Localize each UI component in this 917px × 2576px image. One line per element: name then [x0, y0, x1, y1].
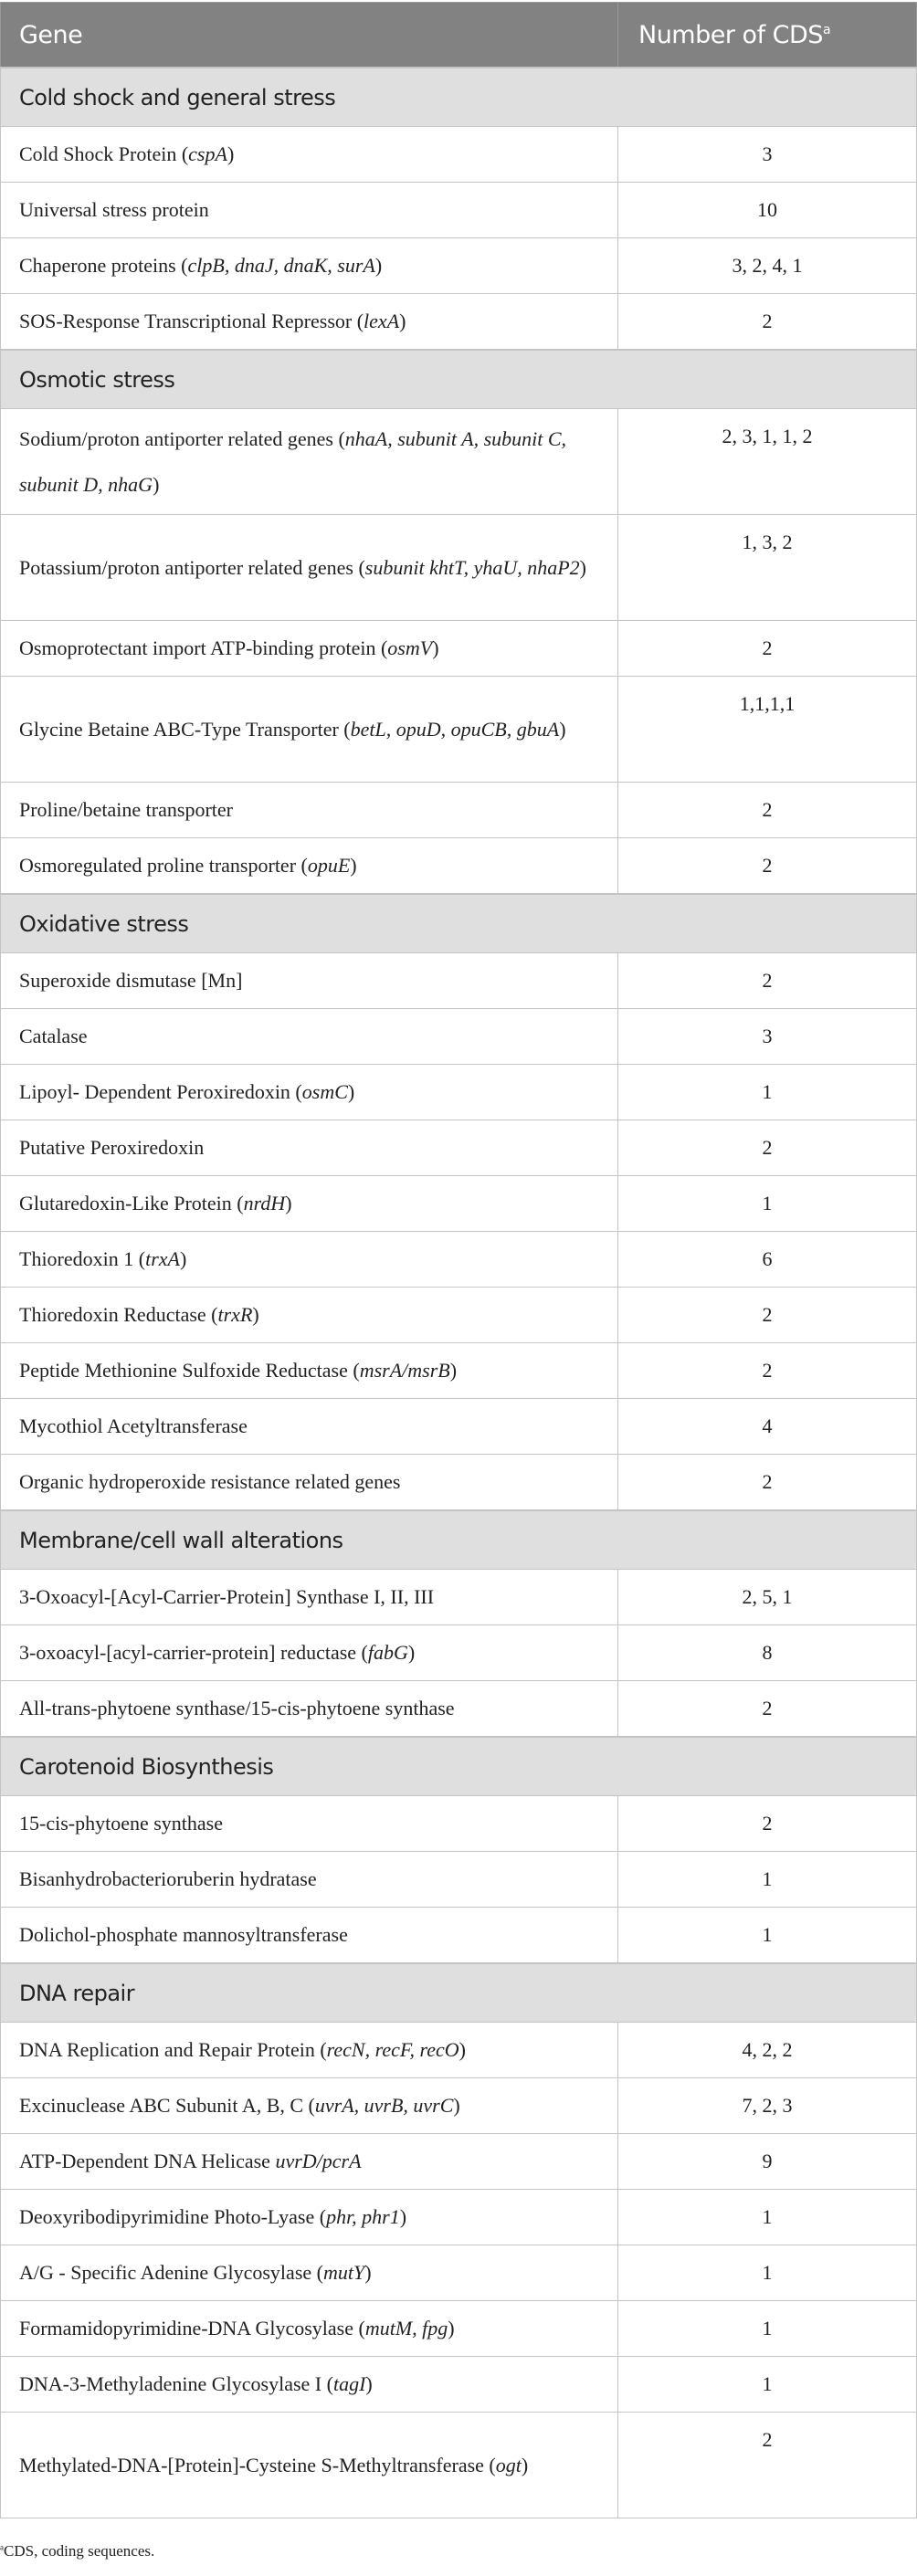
gene-cell: [1, 127, 618, 183]
cds-count-cell: 1: [618, 2357, 917, 2413]
gene-name-text: Deoxyribodipyrimidine Photo-Lyase (: [19, 2205, 327, 2228]
section-title: Oxidative stress: [1, 894, 917, 953]
gene-name-text: 3-oxoacyl-[acyl-carrier-protein] reductase (: [19, 1641, 368, 1664]
table-footnote: [0, 2542, 154, 2560]
gene-name-text: ): [252, 1303, 259, 1326]
gene-name-text: ): [399, 310, 406, 332]
gene-cell: [1, 2245, 618, 2301]
cds-count-cell: 1: [618, 1908, 917, 1964]
table-row: [1, 1852, 917, 1908]
gene-name-text: ): [407, 1641, 416, 1664]
table-row: [1, 2023, 917, 2078]
cds-count-cell: 6: [618, 1232, 917, 1288]
footnote-text: CDS, coding sequences.: [4, 2542, 155, 2560]
gene-name-text: Lipoyl- Dependent Peroxiredoxin (: [19, 1080, 302, 1103]
table-row: [1, 2190, 917, 2245]
gene-cell: [1, 1852, 618, 1908]
gene-cell: [1, 1232, 618, 1288]
gene-cell: [1, 621, 618, 677]
gene-name-text: Thioredoxin 1 (: [19, 1247, 146, 1270]
gene-cell: [1, 1288, 618, 1343]
table-row: [1, 1232, 917, 1288]
cds-count-cell: 1: [618, 2245, 917, 2301]
gene-symbol: osmC: [301, 1080, 348, 1103]
cds-count-cell: 2: [618, 1120, 917, 1176]
cds-count-cell: 4, 2, 2: [618, 2023, 917, 2078]
gene-symbol: mutY: [322, 2261, 365, 2284]
cds-count-cell: 1, 3, 2: [618, 515, 917, 621]
gene-cell: [1, 2023, 618, 2078]
cds-count-cell: 1: [618, 1176, 917, 1232]
gene-name-text: Cold Shock Protein (: [19, 142, 189, 165]
cds-count-cell: 1,1,1,1: [618, 677, 917, 783]
gene-cell: [1, 1796, 618, 1852]
section-title: Cold shock and general stress: [1, 68, 917, 127]
gene-name-text: ): [179, 1247, 187, 1270]
gene-name-text: Organic hydroperoxide resistance related genes: [19, 1470, 401, 1493]
table-row: [1, 1570, 917, 1625]
gene-name-text: SOS-Response Transcriptional Repressor (: [19, 310, 364, 332]
gene-cell: [1, 1120, 618, 1176]
gene-cell: [1, 953, 618, 1009]
gene-name-text: Peptide Methionine Sulfoxide Reductase (: [19, 1359, 360, 1382]
cds-count-cell: 1: [618, 2190, 917, 2245]
section-title: Membrane/cell wall alterations: [1, 1510, 917, 1570]
cds-count-cell: 2: [618, 953, 917, 1009]
table-row: [1, 409, 917, 515]
table-row: [1, 838, 917, 895]
section-header-row: [1, 350, 917, 409]
gene-cell: [1, 1570, 618, 1625]
gene-name-text: DNA-3-Methyladenine Glycosylase I (: [19, 2372, 333, 2395]
gene-name-text: Osmoprotectant import ATP-binding protein (: [19, 636, 388, 659]
section-title: Osmotic stress: [1, 350, 917, 409]
table-row: [1, 1455, 917, 1511]
table-header-row: [1, 3, 917, 68]
gene-symbol: betL, opuD, opuCB, gbuA: [350, 717, 560, 741]
table-row: [1, 2245, 917, 2301]
table-row: [1, 1288, 917, 1343]
table-row: [1, 515, 917, 621]
table-row: [1, 1065, 917, 1120]
table-row: [1, 294, 917, 351]
gene-name-text: 3-Oxoacyl-[Acyl-Carrier-Protein] Synthase I, II, III: [19, 1585, 435, 1608]
gene-cell: [1, 294, 618, 351]
cds-count-cell: 1: [618, 2301, 917, 2357]
gene-cell: [1, 2357, 618, 2413]
gene-symbol: recN, recF, recO: [326, 2038, 459, 2061]
table-row: [1, 2134, 917, 2190]
section-header-row: [1, 894, 917, 953]
gene-cell: [1, 1455, 618, 1511]
table-row: [1, 2301, 917, 2357]
gene-cell: [1, 1681, 618, 1738]
cds-count-cell: 2, 5, 1: [618, 1570, 917, 1625]
gene-cell: [1, 1343, 618, 1399]
gene-symbol: trxA: [145, 1247, 180, 1270]
gene-cell: [1, 409, 618, 515]
table-row: [1, 1908, 917, 1964]
cds-count-cell: 4: [618, 1399, 917, 1455]
table-row: [1, 1796, 917, 1852]
gene-symbol: msrA/msrB: [359, 1359, 450, 1382]
gene-name-text: ): [399, 2205, 407, 2228]
gene-name-text: ): [559, 717, 566, 741]
table-row: [1, 1681, 917, 1738]
gene-name-text: ): [365, 2372, 373, 2395]
gene-symbol: subunit khtT, yhaU, nhaP2: [364, 555, 580, 579]
table-row: [1, 783, 917, 838]
gene-cell: [1, 1009, 618, 1065]
section-title: DNA repair: [1, 1963, 917, 2023]
gene-name-text: ): [285, 1192, 292, 1214]
stress-genes-table: [0, 2, 917, 2518]
table-row: [1, 2078, 917, 2134]
gene-name-text: Sodium/proton antiporter related genes (: [19, 426, 345, 450]
section-header-row: [1, 1737, 917, 1796]
gene-cell: [1, 1065, 618, 1120]
gene-name-text: ): [579, 555, 586, 579]
gene-symbol: trxR: [217, 1303, 253, 1326]
cds-count-cell: 2: [618, 2413, 917, 2518]
table-row: [1, 183, 917, 238]
gene-name-text: Chaperone proteins (: [19, 254, 188, 277]
gene-cell: [1, 783, 618, 838]
cds-count-cell: 2: [618, 1681, 917, 1738]
gene-symbol: nrdH: [243, 1192, 286, 1214]
gene-name-text: ): [374, 254, 383, 277]
gene-cell: [1, 2413, 618, 2518]
gene-name-text: ): [364, 2261, 372, 2284]
table-row: [1, 2357, 917, 2413]
gene-name-text: Excinuclease ABC Subunit A, B, C (: [19, 2094, 315, 2117]
section-header-row: [1, 1963, 917, 2023]
gene-cell: [1, 838, 618, 895]
gene-name-text: Catalase: [19, 1025, 88, 1047]
table-row: [1, 953, 917, 1009]
gene-symbol: opuE: [307, 854, 351, 877]
gene-cell: [1, 515, 618, 621]
gene-symbol: cspA: [188, 142, 227, 165]
gene-name-text: Potassium/proton antiporter related genes (: [19, 555, 365, 579]
header-count-label: Number of CDS: [638, 20, 823, 49]
gene-name-text: ATP-Dependent DNA Helicase: [19, 2150, 276, 2172]
gene-name-text: Mycothiol Acetyltransferase: [19, 1414, 248, 1437]
table-row: [1, 1176, 917, 1232]
gene-name-text: Osmoregulated proline transporter (: [19, 854, 308, 877]
gene-cell: [1, 1908, 618, 1964]
gene-symbol: tagI: [332, 2372, 366, 2395]
gene-cell: [1, 677, 618, 783]
gene-name-text: Formamidopyrimidine-DNA Glycosylase (: [19, 2317, 365, 2339]
cds-count-cell: 3: [618, 1009, 917, 1065]
cds-count-cell: 1: [618, 1065, 917, 1120]
table-row: [1, 1120, 917, 1176]
gene-name-text: A/G - Specific Adenine Glycosylase (: [19, 2261, 323, 2284]
cds-count-cell: 2: [618, 294, 917, 351]
table-row: [1, 127, 917, 183]
gene-name-text: All-trans-phytoene synthase/15-cis-phytoene synthase: [19, 1697, 455, 1719]
gene-cell: [1, 1176, 618, 1232]
gene-name-text: ): [350, 854, 357, 877]
header-gene: Gene: [1, 3, 618, 68]
cds-count-cell: 8: [618, 1625, 917, 1681]
table-row: [1, 1343, 917, 1399]
gene-symbol: ogt: [495, 2453, 522, 2476]
gene-name-text: Dolichol-phosphate mannosyltransferase: [19, 1923, 348, 1946]
section-title: Carotenoid Biosynthesis: [1, 1737, 917, 1796]
gene-cell: [1, 2134, 618, 2190]
gene-cell: [1, 1399, 618, 1455]
cds-count-cell: 2: [618, 838, 917, 895]
table-row: [1, 621, 917, 677]
gene-name-text: Bisanhydrobacterioruberin hydratase: [19, 1867, 317, 1890]
gene-symbol: nhaA, subunit A, subunit C, subunit D, nhaG: [19, 426, 567, 496]
cds-count-cell: 9: [618, 2134, 917, 2190]
gene-name-text: Putative Peroxiredoxin: [19, 1136, 205, 1159]
gene-name-text: Universal stress protein: [19, 198, 209, 221]
gene-name-text: ): [347, 1080, 355, 1103]
gene-name-text: Methylated-DNA-[Protein]-Cysteine S-Methyltransferase (: [19, 2453, 496, 2476]
cds-count-cell: 2: [618, 1455, 917, 1511]
section-header-row: [1, 68, 917, 127]
gene-symbol: clpB, dnaJ, dnaK, surA: [187, 254, 375, 277]
gene-name-text: Proline/betaine transporter: [19, 798, 233, 821]
cds-count-cell: 2: [618, 1343, 917, 1399]
gene-name-text: ): [432, 636, 439, 659]
gene-name-text: Glutaredoxin-Like Protein (: [19, 1192, 244, 1214]
table-row: [1, 1625, 917, 1681]
cds-count-cell: 2, 3, 1, 1, 2: [618, 409, 917, 515]
cds-count-cell: 2: [618, 1288, 917, 1343]
cds-count-cell: 3: [618, 127, 917, 183]
table-row: [1, 1399, 917, 1455]
gene-symbol: lexA: [364, 310, 400, 332]
header-count: [618, 3, 917, 68]
table-row: [1, 1009, 917, 1065]
gene-cell: [1, 238, 618, 294]
gene-symbol: uvrD/pcrA: [275, 2150, 362, 2172]
gene-name-text: ): [448, 2317, 455, 2339]
cds-count-cell: 3, 2, 4, 1: [618, 238, 917, 294]
gene-cell: [1, 2078, 618, 2134]
table-row: [1, 677, 917, 783]
section-header-row: [1, 1510, 917, 1570]
cds-count-cell: 2: [618, 621, 917, 677]
gene-name-text: ): [449, 1359, 458, 1382]
gene-name-text: Superoxide dismutase [Mn]: [19, 969, 243, 992]
footnote-marker: a: [0, 2542, 4, 2552]
gene-cell: [1, 2190, 618, 2245]
gene-cell: [1, 183, 618, 238]
gene-name-text: ): [453, 2094, 460, 2117]
cds-count-cell: 10: [618, 183, 917, 238]
gene-cell: [1, 1625, 618, 1681]
cds-count-cell: 2: [618, 1796, 917, 1852]
table-row: [1, 2413, 917, 2518]
cds-count-cell: 2: [618, 783, 917, 838]
gene-name-text: 15-cis-phytoene synthase: [19, 1812, 223, 1835]
gene-name-text: Glycine Betaine ABC-Type Transporter (: [19, 717, 351, 741]
gene-symbol: mutM, fpg: [364, 2317, 448, 2339]
cds-count-cell: 7, 2, 3: [618, 2078, 917, 2134]
gene-name-text: DNA Replication and Repair Protein (: [19, 2038, 327, 2061]
table-row: [1, 238, 917, 294]
cds-count-cell: 1: [618, 1852, 917, 1908]
gene-symbol: phr, phr1: [326, 2205, 400, 2228]
gene-name-text: Thioredoxin Reductase (: [19, 1303, 218, 1326]
gene-symbol: osmV: [387, 636, 433, 659]
gene-name-text: ): [153, 472, 160, 496]
gene-symbol: fabG: [367, 1641, 408, 1664]
gene-name-text: ): [458, 2038, 466, 2061]
gene-name-text: ): [521, 2453, 529, 2476]
gene-symbol: uvrA, uvrB, uvrC: [314, 2094, 454, 2117]
gene-cell: [1, 2301, 618, 2357]
gene-name-text: ): [227, 142, 235, 165]
header-footnote-marker: a: [822, 22, 831, 37]
